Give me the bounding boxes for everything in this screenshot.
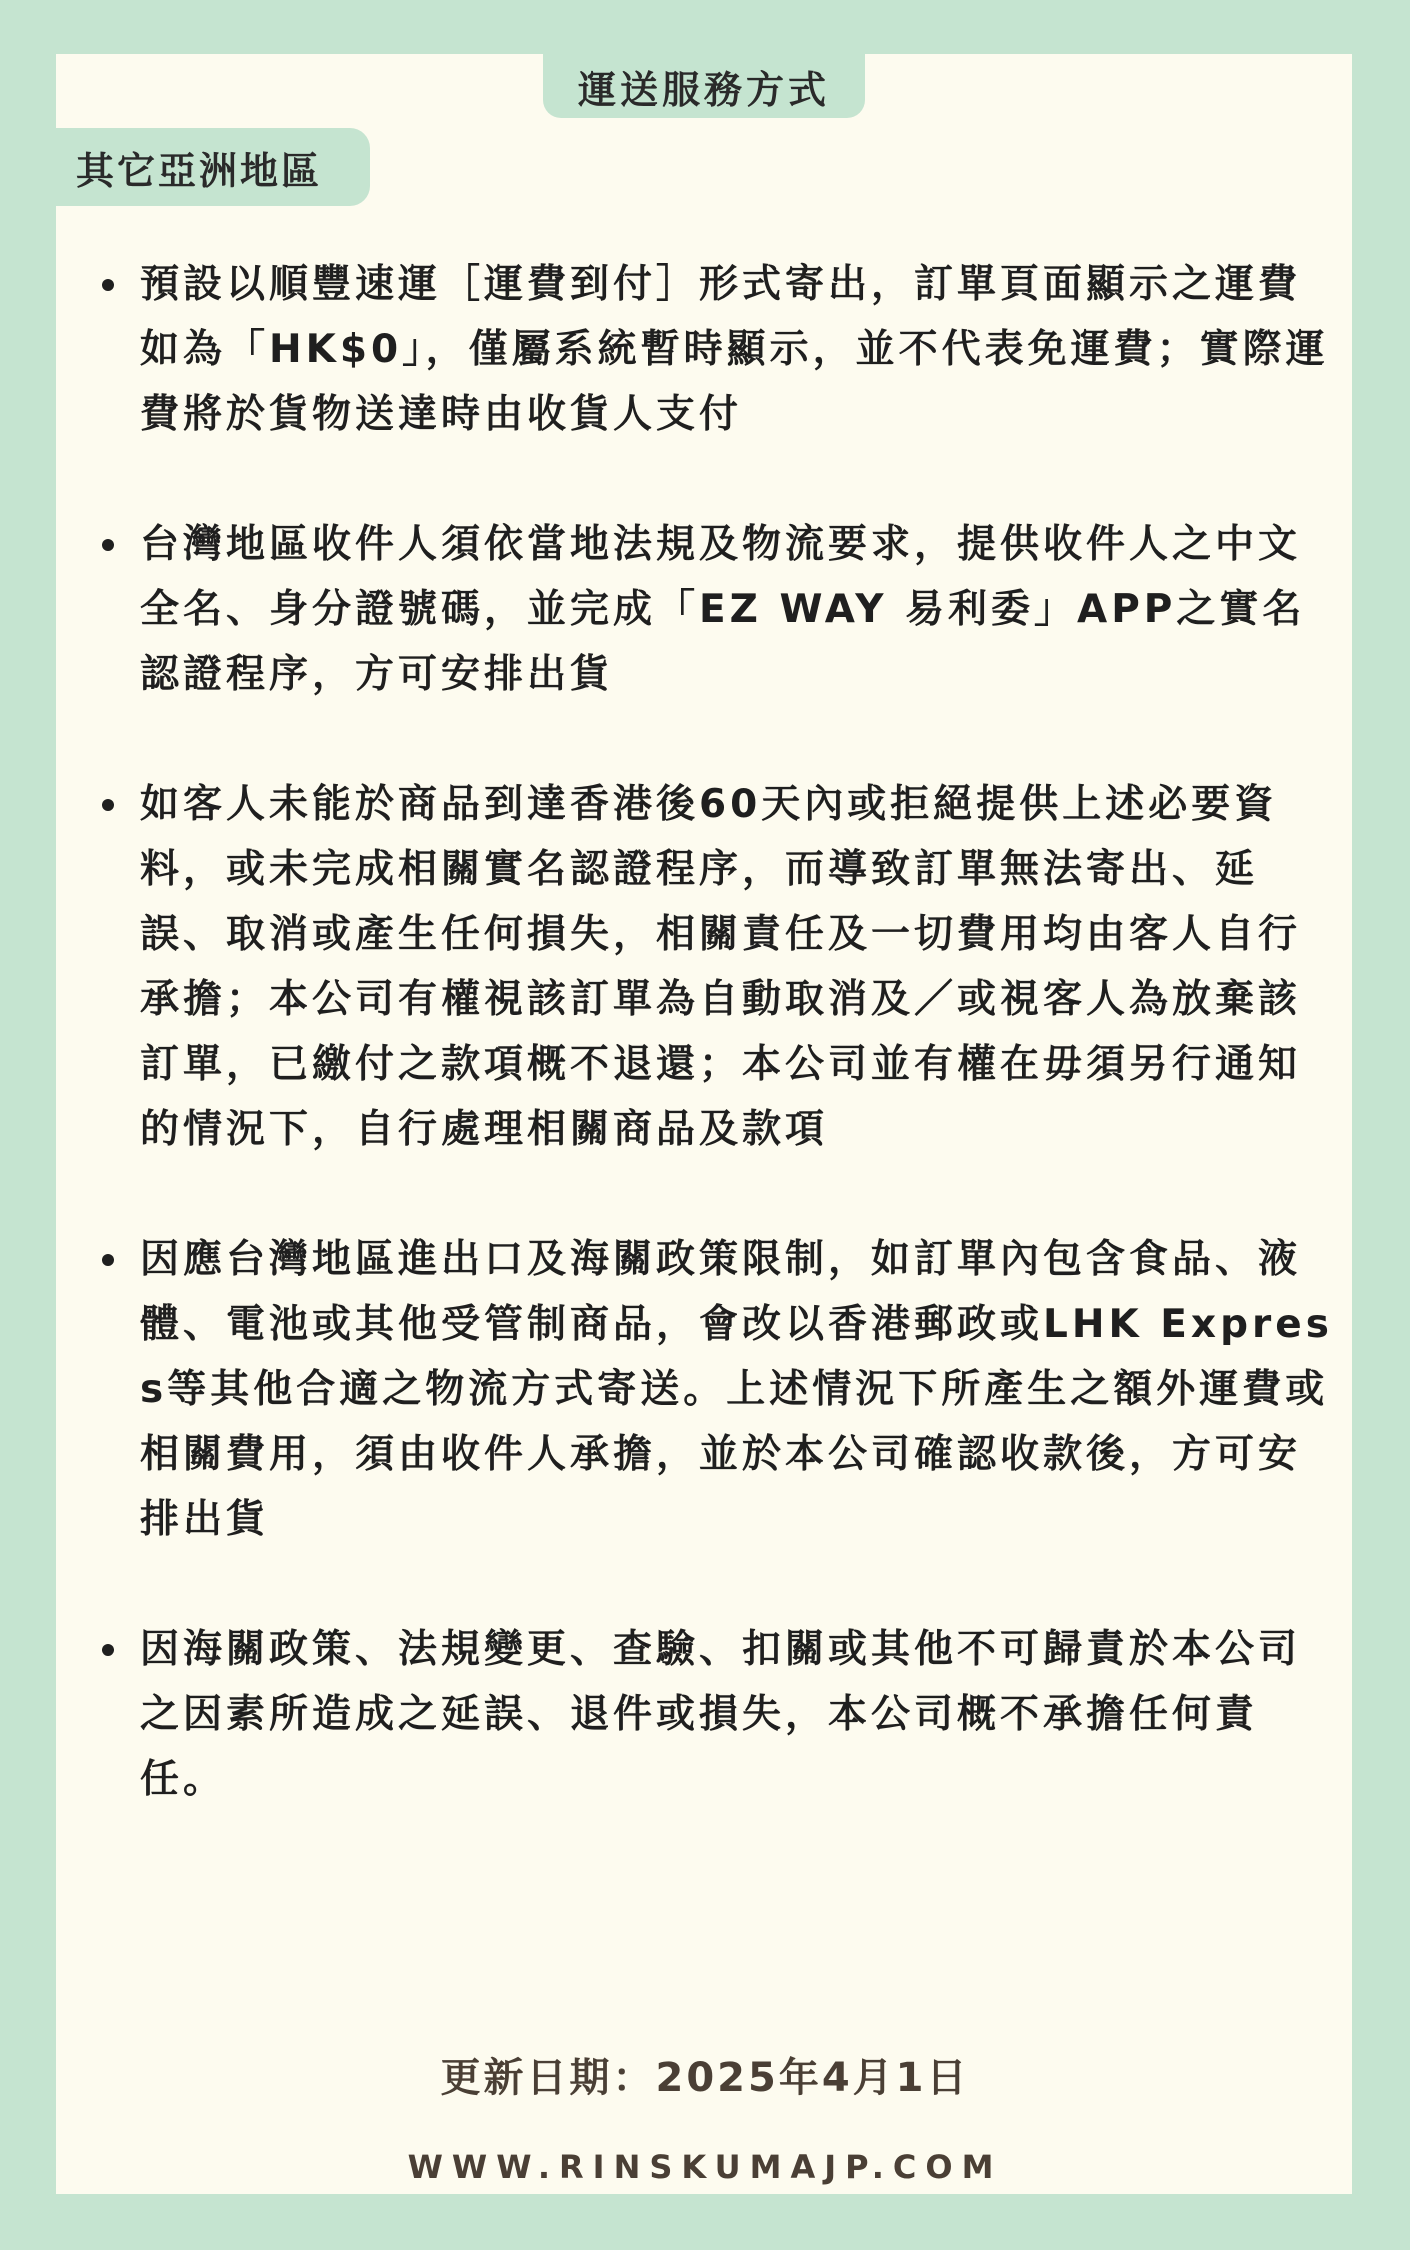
policy-item-default-shipping: 預設以順豐速運［運費到付］形式寄出，訂單頁面顯示之運費如為「HK$0」，僅屬系統暫時顯示，並不代表免運費；實際運費將於貨物送達時由收貨人支付 [96, 252, 1336, 447]
region-tag: 其它亞洲地區 [56, 128, 370, 206]
policy-item-missing-info: 如客人未能於商品到達香港後60天內或拒絕提供上述必要資料，或未完成相關實名認證程序，而導致訂單無法寄出、延誤、取消或產生任何損失，相關責任及一切費用均由客人自行承擔；本公司有權視該訂單為自動取消及／或視客人為放棄該訂單，已繳付之款項概不退還；本公司並有權在毋須另行通知的情況下，自行處理相關商品及款項 [96, 772, 1336, 1162]
update-date: 更新日期：2025年4月1日 [440, 2055, 970, 2101]
policy-list [96, 252, 1336, 1877]
page-title: 運送服務方式 [543, 54, 865, 118]
policy-item-customs-liability: 因海關政策、法規變更、查驗、扣關或其他不可歸責於本公司之因素所造成之延誤、退件或損失，本公司概不承擔任何責任。 [96, 1617, 1336, 1812]
website-url: WWW.RINSKUMAJP.COM [407, 2148, 1003, 2186]
policy-item-restricted-goods: 因應台灣地區進出口及海關政策限制，如訂單內包含食品、液體、電池或其他受管制商品，會改以香港郵政或LHK Express等其他合適之物流方式寄送。上述情況下所產生之額外運費或相關費用，須由收件人承擔，並於本公司確認收款後，方可安排出貨 [96, 1227, 1336, 1552]
policy-item-taiwan-requirements: 台灣地區收件人須依當地法規及物流要求，提供收件人之中文全名、身分證號碼，並完成「EZ WAY 易利委」APP之實名認證程序，方可安排出貨 [96, 512, 1336, 707]
